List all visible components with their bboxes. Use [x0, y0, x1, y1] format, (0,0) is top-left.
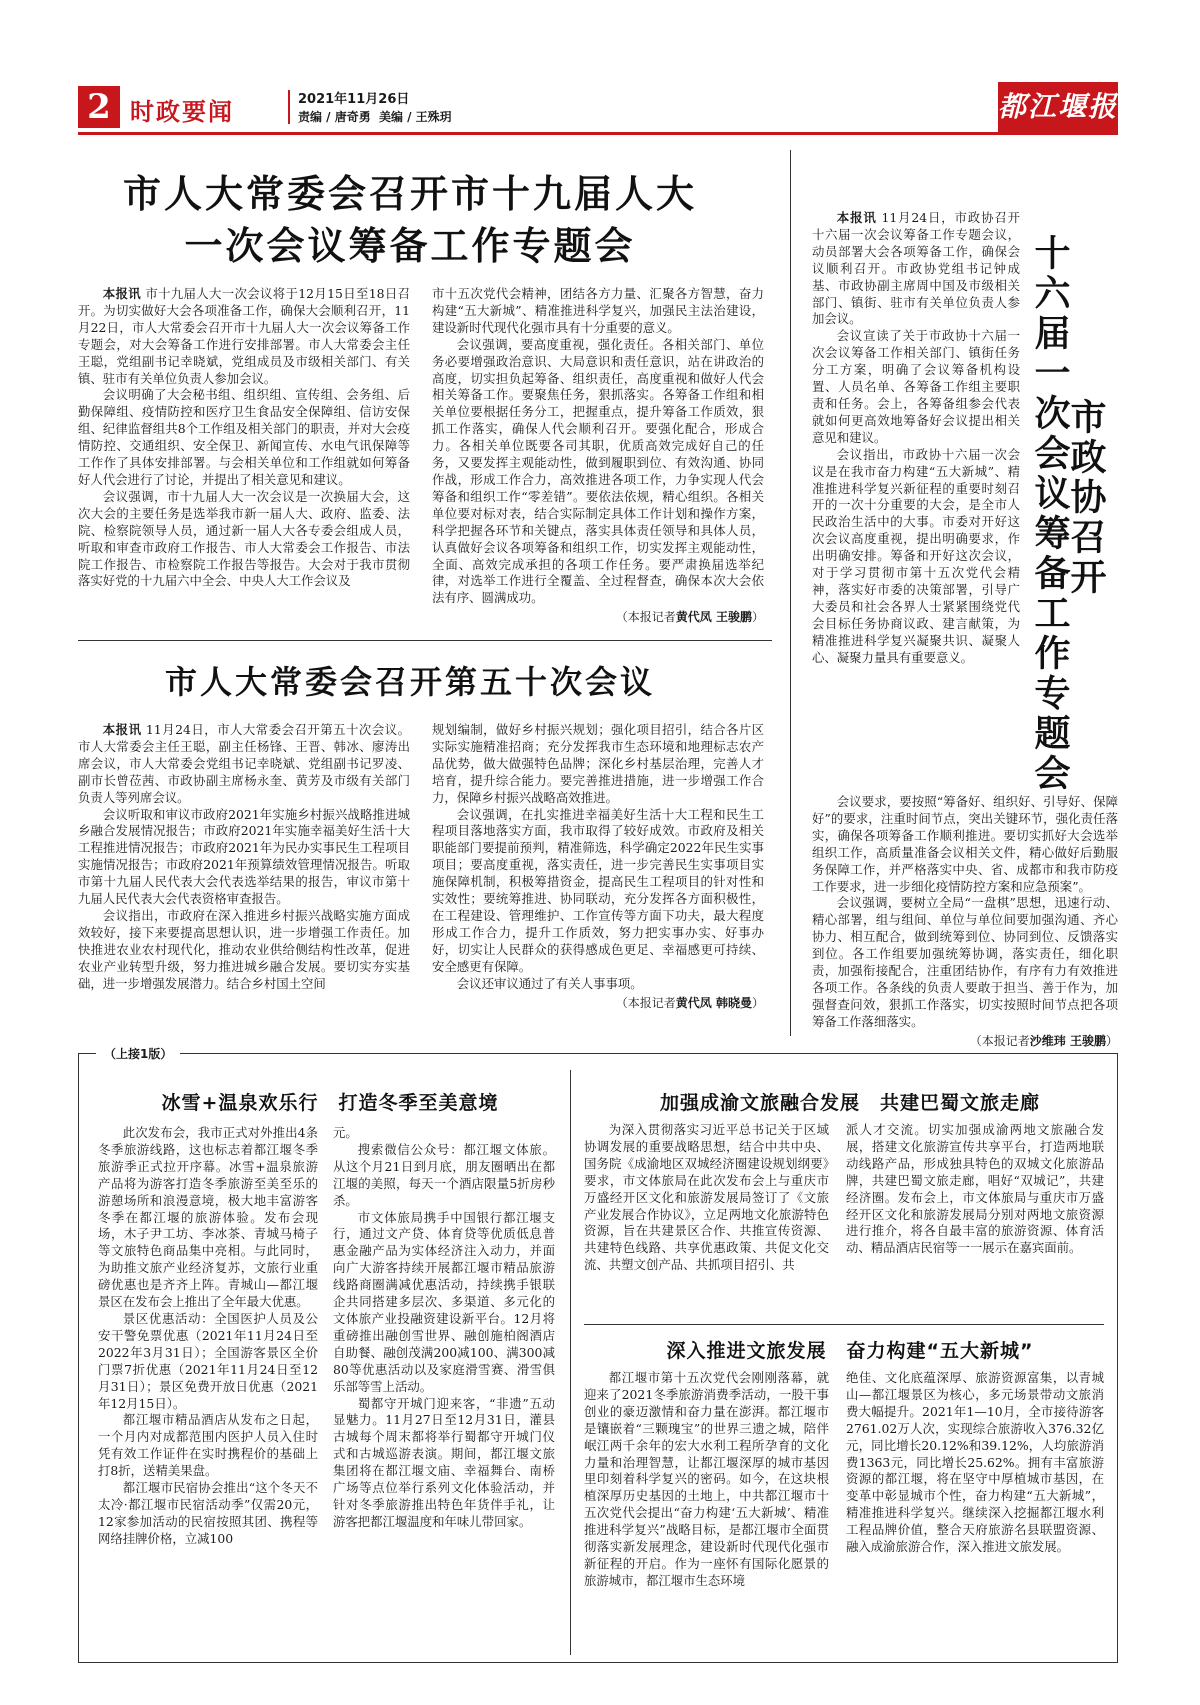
article2-paragraph: 11月24日，市政协召开十六届一次会议筹备工作专题会议，动员部署大会各项筹备工作，确保会议顺利召开。市政协党组书记钟成基、市政协副主席周中国及市级相关部门、镇街、驻市有关单位负责人参加会议。 — [812, 210, 1020, 327]
article3-tag: 本报讯 — [102, 722, 142, 737]
article1-headline-line1: 市人大常委会召开市十九届人大 — [122, 171, 697, 216]
continued-section1-column-1 — [98, 1125, 318, 1655]
section-divider — [584, 1324, 1104, 1325]
article3-column-2 — [432, 722, 764, 1032]
article2-paragraph: 会议宣读了关于市政协十六届一次会议筹备工作相关部门、镇街任务分工方案，明确了会议筹备机构设置、人员名单、各筹备工作组主要职责和任务。会上，各筹备组参会代表就如何更高效地筹备好会议提出相关意见和建议。 — [812, 328, 1020, 445]
article1-paragraph: 会议强调，要高度重视，强化责任。各相关部门、单位务必要增强政治意识、大局意识和责任意识，站在讲政治的高度，切实担负起筹备、组织责任，高度重视和做好人代会相关筹备工作。要聚焦任务，狠抓落实。各筹备工作组和相关单位要根据任务分工，把握重点，提升筹备工作质效，狠抓工作落实，确保人代会顺利召开。要强化配合，形成合力。各相关单位既要各司其职，优质高效完成好自己的任务，又要发挥主观能动性，做到履职到位、有效沟通、协同作战，形成工作合力，高效推进各项工作，力争实现人代会筹备和组织工作“零差错”。要依法依规，精心组织。各相关单位要对标对表，结合实际制定具体工作计划和操作方案，科学把握各环节和关键点，落实具体责任领导和具体人员，认真做好会议各项筹备和组织工作，切实发挥主观能动性，全面、高效完成承担的各项工作任务。要严肃换届选举纪律，对选举工作进行全覆盖、全过程督查，确保本次大会依法有序、圆满成功。 — [432, 336, 764, 606]
continued-paragraph: 都江堰市民宿协会推出“这个冬天不太冷·都江堰市民宿活动季”仅需20元，12家参加活动的民宿按照其团、携程等网络挂牌价格，立减100 — [98, 1480, 318, 1546]
continued-paragraph: 市文体旅局携手中国银行都江堰支行，通过文产贷、体育贷等优质低息普惠金融产品为实体经济注入动力，并面向广大游客持续开展都江堰市精品旅游线路商圈满减优惠活动，持续携手银联企共同搭建多层次、多渠道、多元化的文体旅产业投融资建设新平台。12月将重磅推出融创雪世界、融创施柏阁酒店自助餐、融创茂满200减100、满300减80等优惠活动以及家庭滑雪赛、滑雪俱乐部等雪上活动。 — [333, 1209, 555, 1394]
continued-paragraph: 元。 — [333, 1125, 358, 1140]
masthead-divider — [288, 90, 290, 124]
continued-section2-title: 加强成渝文旅融合发展 共建巴蜀文旅走廊 — [659, 1092, 1040, 1114]
column-divider — [790, 150, 791, 1036]
continued-section3-title: 深入推进文旅发展 奋力构建“五大新城” — [666, 1340, 1034, 1362]
continued-paragraph: 景区优惠活动：全国医护人员及公安干警免票优惠（2021年11月24日至2022年3月31日）；全国游客景区全价门票7折优惠（2021年11月24日至12月31日）；景区免费开放日优惠（2021年12月15日）。 — [98, 1310, 318, 1411]
newspaper-logo: 都江堰报 — [998, 82, 1118, 132]
masthead — [78, 86, 1118, 130]
article2-paragraph: 会议强调，要树立全局“一盘棋”思想，迅速行动、精心部署，组与组间、单位与单位间要加强沟通、齐心协力、相互配合，做到统筹到位、协同到位、反馈落实到位。各工作组要加强统筹协调，落实责任，细化职责，加强衔接配合，注重团结协作，有序有力有效推进各项工作。各条线的负责人要敢于担当、善于作为，加强督查问效，狠抓工作落实，切实按照时间节点把各项筹备工作落细落实。 — [812, 895, 1118, 1029]
article1-paragraph: 市十九届人大一次会议将于12月15日至18日召开。为切实做好大会各项准备工作，确保大会顺利召开，11月22日，市人大常委会召开市十九届人大一次会议筹备工作专题会，对大会筹备工作进行安排部署。市人大常委会主任王聪，党组副书记幸晓斌，党组成员及市级相关部门、有关镇、驻市有关单位负责人参加会议。 — [78, 286, 410, 386]
continued-section2-column-2 — [846, 1122, 1104, 1322]
article2-paragraph: 会议要求，要按照“筹备好、组织好、引导好、保障好”的要求，注重时间节点，突出关键环节，强化责任落实，确保各项筹备工作顺利推进。要切实抓好大会选举组织工作，高质量准备会议相关文件，精心做好后勤服务保障工作，并严格落实中央、省、成都市和我市防疫工作要求，进一步细化疫情防控方案和应急预案”。 — [812, 794, 1118, 894]
article2-headline-line1: 市政协召开 — [1065, 398, 1107, 598]
issue-date: 2021年11月26日 — [298, 92, 410, 107]
continued-paragraph: 都江堰市精品酒店从发布之日起，一个月内对成都范围内医护人员入住时凭有效工作证件在实时携程价的基础上打8折，送精美果盘。 — [98, 1412, 318, 1479]
continued-section1-title: 冰雪+温泉欢乐行 打造冬季至美意境 — [161, 1092, 499, 1114]
article1-paragraph: 市十五次党代会精神，团结各方力量、汇聚各方智慧，奋力构建“五大新城”、精准推进科学复兴，加强民主法治建设，建设新时代现代化强市具有十分重要的意义。 — [432, 286, 764, 335]
article-divider — [78, 640, 772, 641]
article1-byline: （本报记者黄代凤 王骏鹏） — [615, 610, 764, 625]
article3-paragraph: 11月24日，市人大常委会召开第五十次会议。市人大常委会主任王聪，副主任杨锋、王晋、韩冰、廖涛出席会议，市人大常委会党组书记幸晓斌、党组副书记罗凌、副市长曾莅茜、市政协副主席杨永奎、黄芳及市级有关部门负责人等列席会议。 — [78, 722, 410, 805]
article1-tag: 本报讯 — [102, 286, 142, 301]
article3-paragraph: 会议强调，在扎实推进幸福美好生活十大工程和民生工程项目落地落实方面，我市取得了较好成效。市政府及相关职能部门要提前预判，精准筛选，科学确定2022年民生实事项目；要高度重视，落实责任，进一步完善民生实事项目实施保障机制，积极筹措资金，提高民生工程项目的针对性和实效性；要统筹推进、协同联动，充分发挥各方面积极性，在工程建设、管理维护、工作宣传等方面下功夫，最大程度形成工作合力，提升工作质效，努力把实事办实、好事办好，切实让人民群众的获得感成色更足、幸福感更可持续、安全感更有保障。 — [432, 806, 764, 974]
column-divider — [570, 1070, 571, 1655]
article3-paragraph: 会议还审议通过了有关人事事项。 — [456, 975, 643, 991]
continued-section3-column-2 — [846, 1370, 1104, 1655]
article3-paragraph: 规划编制，做好乡村振兴规划；强化项目招引，结合各片区实际实施精准招商；充分发挥我市生态环境和地理标志农产品优势，做大做强特色品牌；深化乡村基层治理，完善人才培育，提升综合能力。要完善推进措施，进一步增强工作合力，保障乡村振兴战略高效推进。 — [432, 722, 764, 805]
article2-column-1 — [812, 210, 1020, 795]
page-number: 2 — [78, 86, 120, 128]
article2-byline: （本报记者沙维玮 王骏鹏） — [969, 1033, 1118, 1048]
article2-tag: 本报讯 — [836, 210, 877, 225]
designer-label: 美编 / 王殊玥 — [378, 110, 452, 124]
continued-paragraph: 此次发布会，我市正式对外推出4条冬季旅游线路，这也标志着都江堰冬季旅游季正式拉开序幕。冰雪+温泉旅游产品将为游客打造冬季旅游至美至乐的游憩场所和浪漫意境，极大地丰富游客冬季在都江堰的旅游体验。发布会现场，木子尹工坊、李冰茶、青城马椅子等文旅特色商品集中亮相。与此同时，为助推文旅产业经济复苏，文旅行业重磅优惠也是齐齐上阵。青城山—都江堰景区在发布会上推出了全年最大优惠。 — [98, 1125, 318, 1310]
continued-paragraph: 都江堰市第十五次党代会刚刚落幕，就迎来了2021冬季旅游消费季活动，一股干事创业的豪迈激情和奋力量在澎湃。都江堰市是镶嵌着“三颗瑰宝”的世界三遗之城，陪伴岷江两千余年的宏大水利工程所孕育的文化力量和治理智慧，让都江堰深厚的城市基因里印刻着科学复兴的密码。如今，在这块根植深厚历史基因的土地上，中共都江堰市十五次党代会提出“奋力构建‘五大新城’、精准推进科学复兴”战略目标，是都江堰市全面贯彻落实新发展理念，建设新时代现代化强市新征程的开启。作为一座怀有国际化愿景的旅游城市，都江堰市生态环境 — [584, 1370, 829, 1588]
article2-column-2 — [812, 794, 1118, 1048]
continued-paragraph: 绝佳、文化底蕴深厚、旅游资源富集，以青城山—都江堰景区为核心，多元场景带动文旅消费大幅提升。2021年1—10月，全市接待游客2761.02万人次，实现综合旅游收入376.32亿元，同比增长20.12%和39.12%，人均旅游消费1363元，同比增长25.62%。拥有丰富旅游资源的都江堰，将在坚守中厚植城市基因，在变革中彰显城市个性，奋力构建“五大新城”，精准推进科学复兴。继续深入挖掘都江堰水利工程品牌价值，整合天府旅游名县联盟资源、融入成渝旅游合作，深入推进文旅发展。 — [846, 1370, 1104, 1555]
continued-section3-column-1 — [584, 1370, 829, 1655]
article1-paragraph: 会议强调，市十九届人大一次会议是一次换届大会，这次大会的主要任务是选举我市新一届人大、政府、监委、法院、检察院领导人员，通过新一届人大各专委会组成人员，听取和审查市政府工作报告、市人大常委会工作报告、市法院工作报告、市检察院工作报告等报告。大会对于我市贯彻落实好党的十九届六中全会、中央人大工作会议及 — [78, 488, 410, 589]
continued-paragraph: 派人才交流。切实加强成渝两地文旅融合发展，搭建文化旅游宣传共享平台，打造两地联动线路产品，形成独具特色的双城文化旅游品牌，共建巴蜀文旅走廊，唱好“双城记”，共建经济圈。发布会上，市文体旅局与重庆市万盛经开区文化和旅游发展局分别对两地文旅资源进行推介，将各自最丰富的旅游资源、体育活动、精品酒店民宿等一一展示在嘉宾面前。 — [846, 1122, 1104, 1256]
article3-column-1 — [78, 722, 410, 1032]
article1-headline — [80, 168, 740, 272]
masthead-rule — [78, 132, 1118, 135]
continued-paragraph: 搜索微信公众号：都江堰文体旅。从这个月21日到月底，朋友圈晒出在都江堰的美照，每天一个酒店限量5折房秒杀。 — [333, 1141, 555, 1208]
article2-headline-line2: 十六届一次会议筹备工作专题会 — [1029, 234, 1071, 794]
continued-tag: （上接1版） — [96, 1045, 180, 1062]
article1-column-2 — [432, 286, 764, 626]
article1-paragraph: 会议明确了大会秘书组、组织组、宣传组、会务组、后勤保障组、疫情防控和医疗卫生食品安全保障组、信访安保组、纪律监督组共8个工作组及相关部门的职责，并对大会疫情防控、交通组织、安全保卫、新闻宣传、水电气讯保障等工作作了具体安排部署。与会相关单位和工作组就如何筹备好人代会进行了讨论，并提出了相关意见和建议。 — [78, 387, 410, 487]
article3-headline: 市人大常委会召开第五十次会议 — [164, 663, 655, 701]
article1-headline-line2: 一次会议筹备工作专题会 — [184, 223, 636, 268]
continued-section2-column-1 — [584, 1122, 829, 1322]
article2-paragraph: 会议指出，市政协十六届一次会议是在我市奋力构建“五大新城”、精准推进科学复兴新征程的重要时刻召开的一次十分重要的大会，是全市人民政治生活中的大事。市委对开好这次会议高度重视，提出明确要求，作出明确安排。筹备和开好这次会议，对于学习贯彻市第十五次党代会精神，落实好市委的决策部署，引导广大委员和社会各界人士紧紧围绕党代会目标任务协商议政、建言献策，为精准推进科学复兴凝聚共识、凝聚人心、凝聚力量具有重要意义。 — [812, 446, 1020, 665]
article1-column-1 — [78, 286, 410, 626]
article3-paragraph: 会议听取和审议市政府2021年实施乡村振兴战略推进城乡融合发展情况报告；市政府2021年实施幸福美好生活十大工程推进情况报告；市政府2021年为民办实事民生工程项目实施情况报告；市政府2021年预算绩效管理情况报告。听取市第十九届人民代表大会代表选举结果的报告，审议市第十九届人民代表大会代表资格审查报告。 — [78, 806, 410, 907]
article3-byline: （本报记者黄代凤 韩晓曼） — [615, 995, 764, 1010]
editor-credits — [298, 108, 456, 125]
editor-label: 责编 / 唐奇勇 — [298, 110, 371, 124]
article3-paragraph: 会议指出，市政府在深入推进乡村振兴战略实施方面成效较好，接下来要提高思想认识，进一步增强工作责任。加快推进农业农村现代化，推动农业供给侧结构性改革，促进农业产业转型升级，努力推进城乡融合发展。要切实夯实基础，进一步增强发展潜力。结合乡村国土空间 — [78, 907, 410, 991]
continued-paragraph: 蜀都守开城门迎来客，“非遗”五动显魅力。11月27日至12月31日，灌县古城每个周末都将举行蜀都守开城门仪式和古城巡游表演。期间，都江堰文旅集团将在都江堰文庙、幸福舞台、南桥广场等点位举行系列文化体验活动，并针对冬季旅游推出特色年货伴手礼，让游客把都江堰温度和年味儿带回家。 — [333, 1395, 555, 1529]
continued-paragraph: 为深入贯彻落实习近平总书记关于区域协调发展的重要战略思想，结合中共中央、国务院《成渝地区双城经济圈建设规划纲要》要求，市文体旅局在此次发布会上与重庆市万盛经开区文化和旅游发展局签订了《文旅产业发展合作协议》，立足两地文化旅游特色资源，旨在共建景区合作、共推宣传资源、共建特色线路、共享优惠政策、共促文化交流、共塑文创产品、共抓项目招引、共 — [584, 1122, 829, 1273]
continued-section1-column-2 — [333, 1125, 555, 1655]
section-title: 时政要闻 — [130, 98, 234, 126]
